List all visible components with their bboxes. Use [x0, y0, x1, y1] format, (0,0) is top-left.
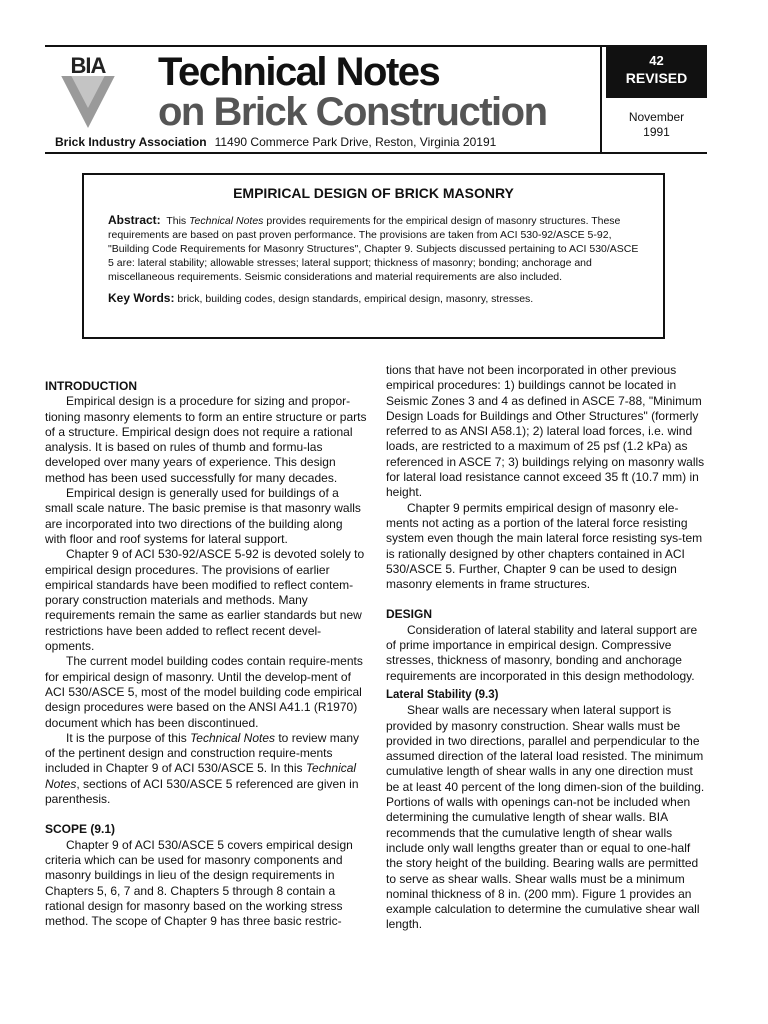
keywords-line — [108, 291, 643, 306]
intro-paragraph-2: Empirical design is generally used for buildings of a small scale nature. The basic premise is that masonry walls are incorporated into two directions of the building along with floor and roof systems for lateral support. — [45, 486, 361, 546]
right-column — [386, 363, 708, 933]
intro-paragraph-4: The current model building codes contain require-ments for empirical design of masonry. Until the develop-ment of ACI 530/ASCE 5, most of the model building code empirical design procedures were based on the ANSI A41.1 (R1970) document which has been discontinued. — [45, 654, 363, 730]
keywords-label: Key Words: — [108, 291, 175, 305]
scope-paragraph-2: Chapter 9 permits empirical design of masonry ele-ments not acting as a portion of the lateral force resisting system even though the main lateral force resisting sys-tem is rationally designed by other chapters contained in ACI 530/ASCE 5. Further, Chapter 9 can be used to design masonry elements in frame structures. — [386, 500, 703, 592]
title-line-2: on Brick Construction — [158, 90, 547, 134]
association-address: 11490 Commerce Park Drive, Reston, Virginia 20191 — [214, 135, 497, 149]
association-line — [55, 135, 496, 149]
scope-paragraph-1: Chapter 9 of ACI 530/ASCE 5 covers empirical design criteria which can be used for masonry components and masonry buildings in lieu of the design requirements in Chapters 5, 6, 7 and 8. Chapters 5 through 8 contain a rational design for masonry based on the working stress method. The scope of Chapter 9 has three basic restric- — [45, 837, 353, 929]
scope-continuation: tions that have not been incorporated in other previous empirical procedures: 1) buildings cannot be located in Seismic Zones 3 and 4 as defined in ASCE 7-88, "Minimum Design Loads for Buildings and Other Structures" (formerly referred to as ANSI A58.1); 2) lateral load forces, i.e. wind loads, are restricted to a maximum of 25 psf (1.2 kPa) as referenced in ASCE 7; 3) buildings relying on masonry walls for lateral load resistance cannot exceed 35 ft (10.7 mm) in height. — [386, 363, 705, 500]
abstract-label: Abstract: — [108, 213, 161, 227]
abstract-box — [82, 173, 665, 339]
introduction-heading: INTRODUCTION — [45, 379, 137, 393]
design-paragraph-1: Consideration of lateral stability and lateral support are of prime importance in empirical design. Compressive stresses, thickness of masonry, bonding and anchorage requirements are incorporated in this design methodology. — [386, 622, 698, 683]
keywords-text: brick, building codes, design standards, empirical design, masonry, stresses. — [177, 293, 534, 305]
issue-badge — [606, 47, 707, 98]
lateral-stability-paragraph: Shear walls are necessary when lateral support is provided by masonry construction. Shear walls must be provided in two directions, parallel and perpendicular to the assumed direction of the lateral load resisted. The minimum cumulative length of shear walls in any one direction must be at least 40 percent of the long dimen-sion of the building. Portions of walls with openings can-not be included when determining the cumulative length of shear walls. BIA recommends that the cumulative length of shear walls include only wall lengths greater than or equal to one-half the story height of the building. Bearing walls are permitted to serve as shear walls. Shear walls must be a minimum nominal thickness of 8 in. (200 mm). Figure 1 provides an example calculation to determine the cumulative shear wall length. — [386, 703, 705, 932]
title-line-1: Technical Notes — [158, 50, 440, 94]
issue-status: REVISED — [625, 70, 688, 86]
intro-paragraph-3: Chapter 9 of ACI 530-92/ASCE 5-92 is devoted solely to empirical design procedures. The provisions of earlier empirical standards have been modified to reflect contem-porary construction materials and methods. Many requirements remain the same as earlier standards but new restrictions have been added to reflect recent devel-opments. — [45, 547, 365, 654]
issue-date-month: November — [628, 110, 685, 124]
lateral-stability-heading: Lateral Stability (9.3) — [386, 688, 499, 701]
document-title: EMPIRICAL DESIGN OF BRICK MASONRY — [233, 185, 514, 201]
issue-date-year: 1991 — [643, 125, 670, 139]
intro-paragraph-1: Empirical design is a procedure for sizing and propor-tioning masonry elements to form an entire structure or parts of a structure. Empirical design does not require a rational analysis. It is based on rules of thumb and formu-las developed over many years of experience. This design method has been used successfully for many decades. — [45, 394, 367, 485]
header-bottom-rule — [45, 152, 707, 154]
header-divider — [600, 45, 602, 154]
association-name: Brick Industry Association — [55, 135, 207, 149]
logo-text: BIA — [70, 53, 106, 78]
scope-heading: SCOPE (9.1) — [45, 822, 116, 837]
left-column — [45, 379, 367, 929]
abstract-paragraph: Abstract: This Technical Notes provides requirements for the empirical design of masonry structures. These requirements are based on past proven performance. The provisions are taken from ACI 530-92/ASCE 5-92, "Building Code Requirements for Masonry Structures", Chapter 9. Subjects discussed pertaining to ACI 530/ASCE 5 are: lateral stability; allowable stresses; lateral support; thickness of masonry; bonding; anchorage and miscellaneous requirements. Seismic considerations and material requirements are also included. — [108, 213, 639, 283]
intro-paragraph-5: It is the purpose of this Technical Notes to review many of the pertinent design and construction require-ments included in Chapter 9 of ACI 530/ASCE 5. In this Technical Notes, sections of ACI 530/ASCE 5 referenced are given in parenthesis. — [45, 730, 360, 807]
issue-date — [606, 110, 707, 140]
bia-logo — [48, 50, 128, 130]
issue-number: 42 — [649, 53, 664, 68]
design-heading: DESIGN — [386, 607, 433, 622]
